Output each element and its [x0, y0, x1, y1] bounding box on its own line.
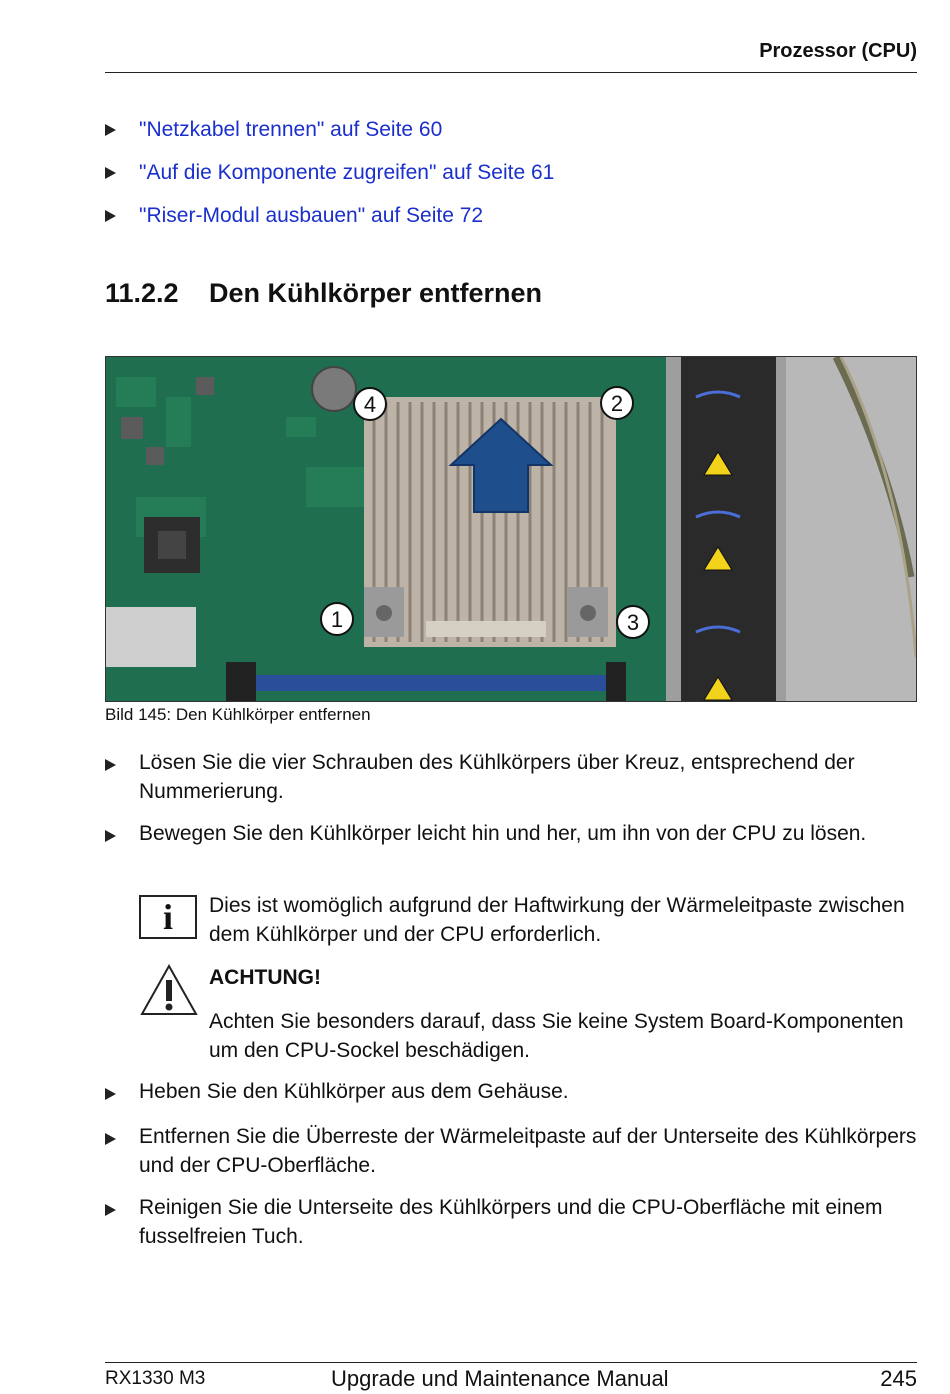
step-text: Entfernen Sie die Überreste der Wärmeleitpaste auf der Unterseite des Kühlkörpers und der CPU-Oberfläche. — [139, 1125, 917, 1177]
bullet-arrow-icon — [105, 830, 116, 842]
bullet-arrow-icon — [105, 1133, 116, 1145]
section-title: Den Kühlkörper entfernen — [209, 278, 543, 308]
bullet-arrow-icon — [105, 759, 116, 771]
callout-2 — [601, 387, 633, 419]
figure-caption: Bild 145: Den Kühlkörper entfernen — [105, 705, 371, 724]
bullet-arrow-icon — [105, 167, 116, 179]
warning-note — [139, 963, 917, 1065]
instruction-step — [105, 1193, 917, 1251]
link-riser-modul-ausbauen[interactable]: "Riser-Modul ausbauen" auf Seite 72 — [139, 204, 484, 227]
svg-text:1: 1 — [330, 607, 344, 632]
callout-4 — [354, 388, 386, 420]
footer-model: RX1330 M3 — [105, 1368, 206, 1389]
warning-title: ACHTUNG! — [209, 966, 321, 989]
section-number: 11.2.2 — [105, 278, 179, 308]
info-note — [139, 891, 917, 949]
svg-text:3: 3 — [626, 610, 640, 635]
instruction-step — [105, 819, 917, 848]
bullet-arrow-icon — [105, 124, 116, 136]
warning-icon — [139, 963, 199, 1017]
page-number: 245 — [880, 1366, 917, 1391]
bullet-arrow-icon — [105, 210, 116, 222]
instruction-step — [105, 748, 917, 806]
step-text: Reinigen Sie die Unterseite des Kühlkörpers und die CPU-Oberfläche mit einem fusselfreien Tuch. — [139, 1196, 883, 1248]
bullet-arrow-icon — [105, 1088, 116, 1100]
step-text: Bewegen Sie den Kühlkörper leicht hin und her, um ihn von der CPU zu lösen. — [139, 822, 867, 845]
info-note-text: Dies ist womöglich aufgrund der Haftwirkung der Wärmeleitpaste zwischen dem Kühlkörper und der CPU erforderlich. — [209, 894, 905, 946]
callout-1 — [321, 603, 353, 635]
instruction-step — [105, 1122, 917, 1180]
header-rule — [105, 72, 917, 73]
svg-text:2: 2 — [610, 391, 624, 416]
heatsink-photo — [105, 356, 917, 702]
warning-text: Achten Sie besonders darauf, dass Sie keine System Board-Komponenten um den CPU-Sockel beschädigen. — [209, 1010, 904, 1062]
callout-3 — [617, 606, 649, 638]
section-heading — [105, 278, 542, 309]
footer-rule — [105, 1362, 917, 1363]
instruction-step — [105, 1077, 917, 1106]
svg-text:4: 4 — [363, 392, 377, 417]
bullet-arrow-icon — [105, 1204, 116, 1216]
page-header-section-title: Prozessor (CPU) — [759, 40, 917, 62]
footer-manual-title: Upgrade und Maintenance Manual — [331, 1366, 669, 1391]
step-text: Lösen Sie die vier Schrauben des Kühlkörpers über Kreuz, entsprechend der Nummerierung. — [139, 751, 855, 803]
step-text: Heben Sie den Kühlkörper aus dem Gehäuse. — [139, 1080, 569, 1103]
info-icon: i — [139, 895, 197, 939]
link-netzkabel-trennen[interactable]: "Netzkabel trennen" auf Seite 60 — [139, 118, 443, 141]
link-komponente-zugreifen[interactable]: "Auf die Komponente zugreifen" auf Seite 61 — [139, 161, 555, 184]
